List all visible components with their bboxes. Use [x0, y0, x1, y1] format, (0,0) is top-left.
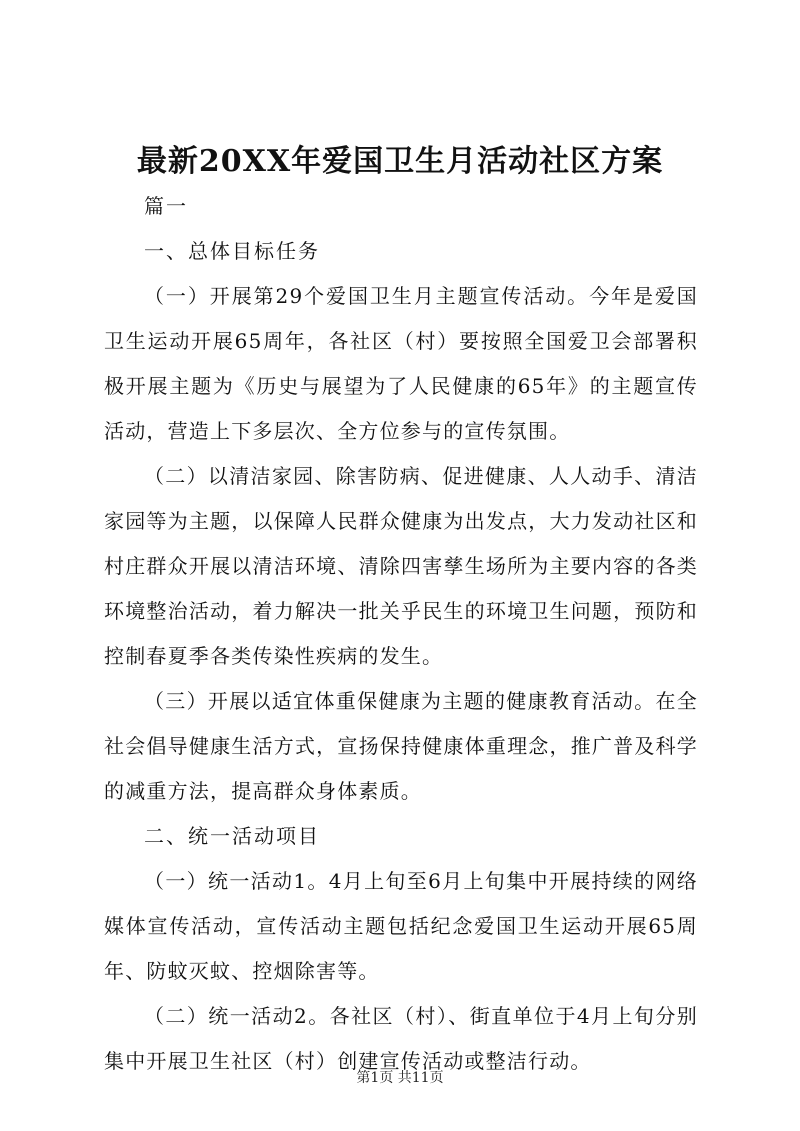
body-paragraph: （三）开展以适宜体重保健康为主题的健康教育活动。在全社会倡导健康生活方式，宣扬保持健康体重理念，推广普及科学的减重方法，提高群众身体素质。: [104, 689, 698, 803]
document-title: 最新20XX年爱国卫生月活动社区方案: [136, 144, 664, 179]
page-number: 第1页 共11页: [356, 1070, 444, 1086]
body-paragraph: （二）统一活动2。各社区（村）、街直单位于4月上旬分别集中开展卫生社区（村）创建宣传活动或整洁行动。: [104, 1004, 698, 1073]
section-label: 篇一: [144, 194, 188, 218]
page-footer: [0, 1068, 800, 1088]
section-heading: 一、总体目标任务: [144, 239, 320, 263]
body-paragraph: （二）以清洁家园、除害防病、促进健康、人人动手、清洁家园等为主题，以保障人民群众健康为出发点，大力发动社区和村庄群众开展以清洁环境、清除四害孳生场所为主要内容的各类环境整治活动，着力解决一批关乎民生的环境卫生问题，预防和控制春夏季各类传染性疾病的发生。: [104, 464, 698, 668]
section-heading: 二、统一活动项目: [144, 824, 320, 848]
body-paragraph: （一）开展第29个爱国卫生月主题宣传活动。今年是爱国卫生运动开展65周年，各社区（村）要按照全国爱卫会部署积极开展主题为《历史与展望为了人民健康的65年》的主题宣传活动，营造上下多层次、全方位参与的宣传氛围。: [104, 284, 698, 443]
document-body: [104, 184, 698, 1084]
body-paragraph: （一）统一活动1。4月上旬至6月上旬集中开展持续的网络媒体宣传活动，宣传活动主题包括纪念爱国卫生运动开展65周年、防蚊灭蚊、控烟除害等。: [104, 869, 698, 983]
